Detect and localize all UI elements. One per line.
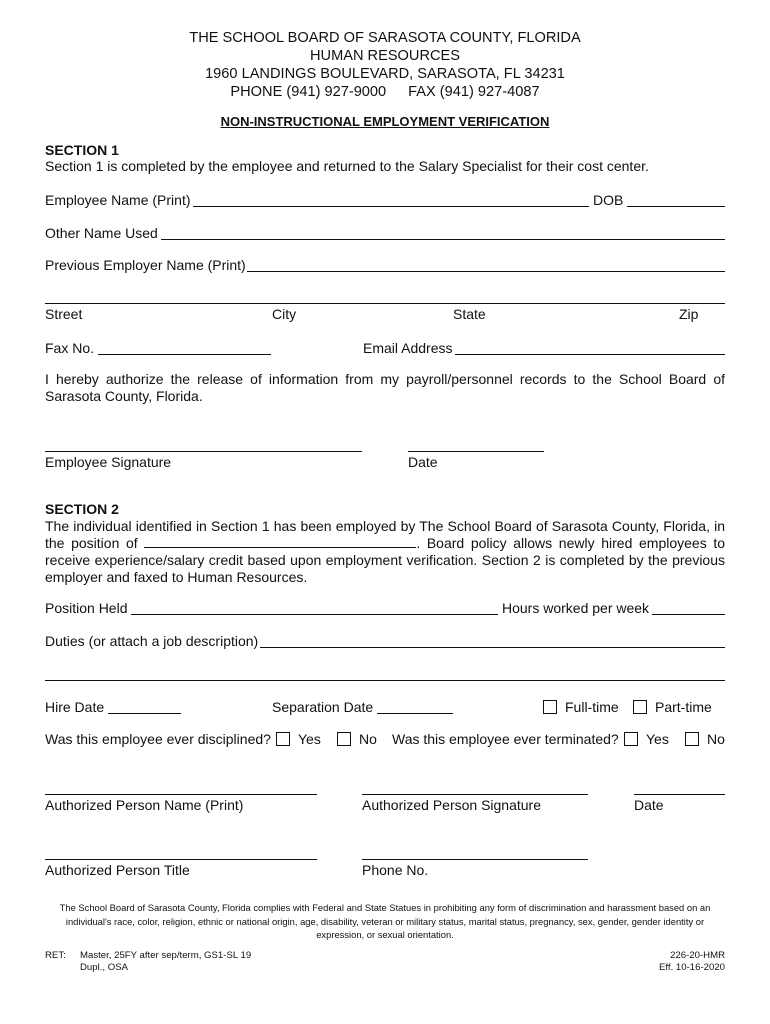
- terminated-yes-label: Yes: [646, 731, 669, 747]
- fax-field[interactable]: [98, 354, 271, 355]
- ret-label: RET:: [45, 950, 66, 961]
- form-title: NON-INSTRUCTIONAL EMPLOYMENT VERIFICATION: [220, 114, 550, 129]
- employee-date-label: Date: [408, 454, 438, 470]
- previous-employer-label: Previous Employer Name (Print): [45, 257, 246, 273]
- zip-label: Zip: [679, 306, 699, 322]
- auth-phone-field[interactable]: [362, 859, 588, 860]
- position-of-field[interactable]: [144, 535, 416, 548]
- effective-date: Eff. 10-16-2020: [659, 962, 725, 973]
- auth-name-label: Authorized Person Name (Print): [45, 797, 244, 813]
- duties-field-2[interactable]: [45, 680, 725, 681]
- hire-date-label: Hire Date: [45, 699, 105, 715]
- separation-date-label: Separation Date: [272, 699, 374, 715]
- compliance-statement: The School Board of Sarasota County, Florida complies with Federal and State Statues in prohibiting any form of discrimination and harassment based on an individual's race, color, religion, ethnic or national origin, age, disability, veteran or military status, marital status, pregnancy, sex, gender, gender identity or expression, or sexual orientation.: [59, 902, 711, 940]
- section2-heading: SECTION 2: [45, 501, 119, 517]
- duties-label: Duties (or attach a job description): [45, 633, 259, 649]
- dob-field[interactable]: [627, 206, 725, 207]
- employee-signature-label: Employee Signature: [45, 454, 172, 470]
- fulltime-label: Full-time: [565, 699, 619, 715]
- parttime-label: Part-time: [655, 699, 712, 715]
- email-label: Email Address: [363, 340, 453, 356]
- department-name: HUMAN RESOURCES: [309, 48, 460, 64]
- state-label: State: [453, 306, 486, 322]
- ret-line-2: Dupl., OSA: [80, 962, 128, 973]
- employee-date-field[interactable]: [408, 451, 544, 452]
- org-phone: PHONE (941) 927-9000: [230, 84, 387, 100]
- auth-title-label: Authorized Person Title: [45, 862, 190, 878]
- disciplined-no-label: No: [359, 731, 377, 747]
- section2-intro-part2: . Board policy allows newly hired employees to receive experience/salary credit based upon employment verification. Section 2 is completed by the previous employer and faxed to Human Resources.: [45, 535, 726, 585]
- terminated-yes-checkbox[interactable]: [624, 732, 638, 746]
- authorization-statement: I hereby authorize the release of information from my payroll/personnel records to the School Board of Sarasota County, Florida.: [45, 371, 725, 404]
- email-field[interactable]: [455, 354, 725, 355]
- hours-field[interactable]: [652, 614, 725, 615]
- disciplined-yes-label: Yes: [298, 731, 321, 747]
- city-label: City: [272, 306, 297, 322]
- terminated-question: Was this employee ever terminated?: [392, 731, 619, 747]
- section2-intro: [45, 518, 725, 586]
- auth-date-label: Date: [634, 797, 664, 813]
- duties-field[interactable]: [260, 647, 725, 648]
- hire-date-field[interactable]: [108, 713, 181, 714]
- org-fax: FAX (941) 927-4087: [408, 84, 540, 100]
- auth-title-field[interactable]: [45, 859, 317, 860]
- hours-label: Hours worked per week: [502, 600, 650, 616]
- disciplined-no-checkbox[interactable]: [337, 732, 351, 746]
- section1-instructions: Section 1 is completed by the employee and returned to the Salary Specialist for their cost center.: [45, 158, 649, 174]
- address-field[interactable]: [45, 303, 725, 304]
- contact-line: [0, 84, 770, 100]
- form-number: 226-20-HMR: [670, 950, 725, 961]
- employee-signature-field[interactable]: [45, 451, 362, 452]
- auth-phone-label: Phone No.: [362, 862, 429, 878]
- section1-heading: SECTION 1: [45, 142, 119, 158]
- previous-employer-field[interactable]: [247, 271, 725, 272]
- terminated-no-checkbox[interactable]: [685, 732, 699, 746]
- position-held-field[interactable]: [131, 614, 498, 615]
- ret-line-1: Master, 25FY after sep/term, GS1-SL 19: [80, 950, 252, 961]
- employee-name-field[interactable]: [193, 206, 589, 207]
- dob-label: DOB: [593, 192, 624, 208]
- disciplined-question: Was this employee ever disciplined?: [45, 731, 271, 747]
- terminated-no-label: No: [707, 731, 725, 747]
- employee-name-label: Employee Name (Print): [45, 192, 191, 208]
- auth-date-field[interactable]: [634, 794, 725, 795]
- other-name-label: Other Name Used: [45, 225, 158, 241]
- separation-date-field[interactable]: [377, 713, 453, 714]
- other-name-field[interactable]: [161, 239, 725, 240]
- fax-label: Fax No.: [45, 340, 95, 356]
- fulltime-checkbox[interactable]: [543, 700, 557, 714]
- org-name: THE SCHOOL BOARD OF SARASOTA COUNTY, FLORIDA: [189, 30, 581, 46]
- auth-signature-field[interactable]: [362, 794, 588, 795]
- parttime-checkbox[interactable]: [633, 700, 647, 714]
- street-label: Street: [45, 306, 83, 322]
- position-held-label: Position Held: [45, 600, 128, 616]
- org-address: 1960 LANDINGS BOULEVARD, SARASOTA, FL 34231: [205, 66, 565, 82]
- section2-intro-part1: The individual identified in Section 1 has been employed by The School Board of Sarasota County, Florida, in the position of: [45, 518, 725, 551]
- auth-name-field[interactable]: [45, 794, 317, 795]
- auth-signature-label: Authorized Person Signature: [362, 797, 541, 813]
- disciplined-yes-checkbox[interactable]: [276, 732, 290, 746]
